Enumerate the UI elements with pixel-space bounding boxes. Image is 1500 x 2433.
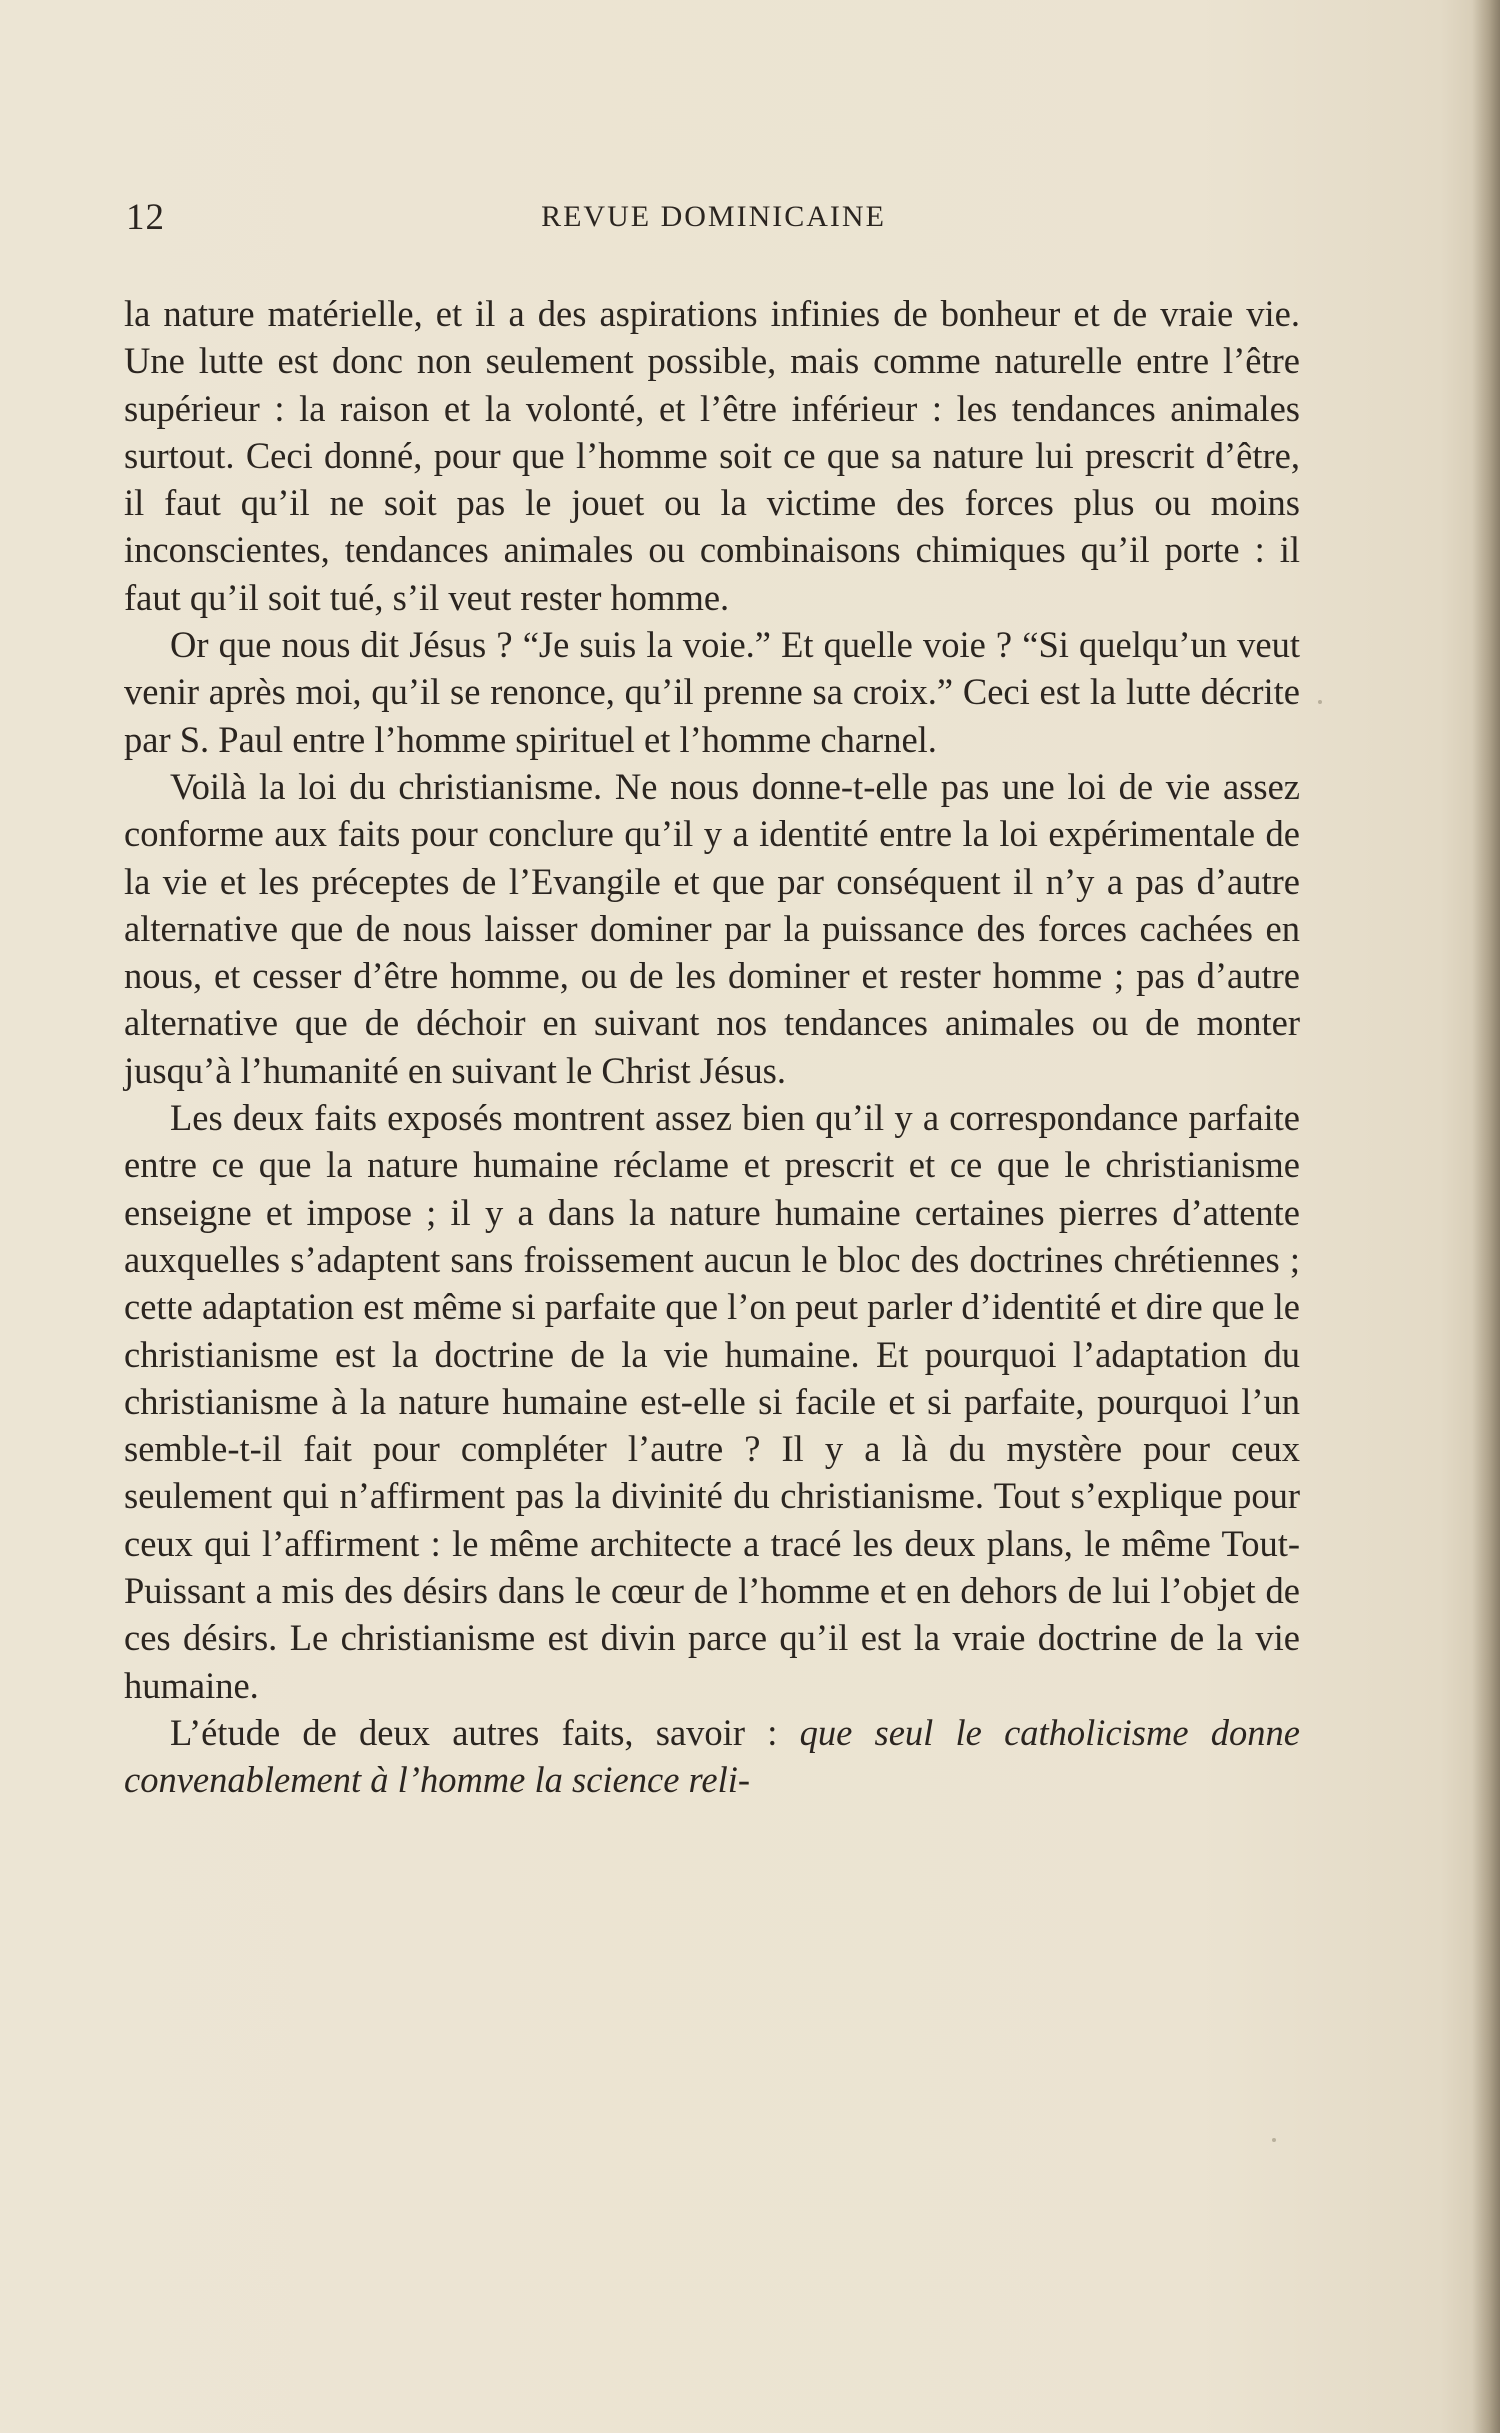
page-edge-shadow xyxy=(1472,0,1500,2433)
running-head xyxy=(126,196,1301,248)
paragraph-2: Or que nous dit Jésus ? “Je suis la voie.” Et quelle voie ? “Si quelqu’un veut venir après moi, qu’il se renonce, qu’il prenne sa croix.” Ceci est la lutte décrite par S. Paul entre l’homme spirituel et l’homme charnel. xyxy=(124,624,1300,760)
paragraph-4: Les deux faits exposés montrent assez bien qu’il y a correspondance parfaite entre ce que la nature humaine réclame et prescrit et ce que le christianisme enseigne et impose ; il y a dans la nature humaine certaines pierres d’attente auxquelles s’adaptent sans froissement aucun le bloc des doctrines chrétiennes ; cette adaptation est même si parfaite que l’on peut parler d’identité et dire que le christianisme est la doctrine de la vie humaine. Et pourquoi l’adaptation du christianisme à la nature humaine est-elle si facile et si parfaite, pourquoi l’un semble-t-il fait pour compléter l’autre ? Il y a là du mystère pour ceux seulement qui n’affirment pas la divinité du christianisme. Tout s’explique pour ceux qui l’affirment : le même architecte a tracé les deux plans, le même Tout-Puissant a mis des désirs dans le cœur de l’homme et en dehors de lui l’objet de ces désirs. Le christianisme est divin parce qu’il est la vraie doctrine de la vie humaine. xyxy=(124,1097,1300,1706)
paragraph-3: Voilà la loi du christianisme. Ne nous donne-t-elle pas une loi de vie assez conforme aux faits pour conclure qu’il y a identité entre la loi expérimentale de la vie et les préceptes de l’Evangile et que par conséquent il n’y a pas d’autre alternative que de nous laisser dominer par la puissance des forces cachées en nous, et cesser d’être homme, ou de les dominer et rester homme ; pas d’autre alternative que de déchoir en suivant nos tendances animales ou de monter jusqu’à l’humanité en suivant le Christ Jésus. xyxy=(124,765,1300,1091)
paper-speck xyxy=(1272,2138,1276,2142)
paper-speck xyxy=(1318,700,1322,704)
paragraph-5 xyxy=(124,1709,1300,1804)
paragraph-5-italic: que seul le catholicisme donne convenablement à l’homme la science reli- xyxy=(124,1711,1300,1801)
paragraph-1: la nature matérielle, et il a des aspirations infinies de bonheur et de vraie vie. Une lutte est donc non seulement possible, mais comme naturelle entre l’être supérieur : la raison et la volonté, et l’être inférieur : les tendances animales surtout. Ceci donné, pour que l’homme soit ce que sa nature lui prescrit d’être, il faut qu’il ne soit pas le jouet ou la victime des forces plus ou moins inconscientes, tendances animales ou combinaisons chimiques qu’il porte : il faut qu’il soit tué, s’il veut rester homme. xyxy=(124,293,1300,618)
page-number: 12 xyxy=(126,197,165,238)
article-body xyxy=(124,290,1300,1804)
journal-title: REVUE DOMINICAINE xyxy=(541,200,886,233)
paragraph-5-roman: L’étude de deux autres faits, savoir : xyxy=(170,1711,800,1753)
